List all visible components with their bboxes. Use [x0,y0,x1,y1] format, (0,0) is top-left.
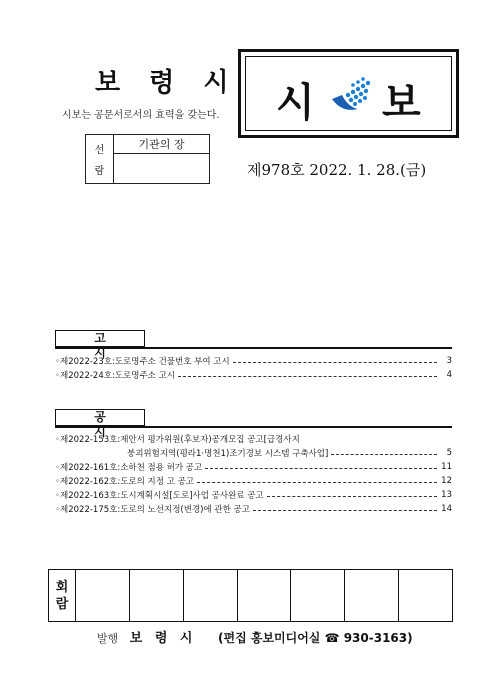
leader-line [253,510,437,511]
leader-line [267,496,437,497]
leader-line [331,454,437,455]
editor-contact: (편집 홍보미디어실 ☎ 930-3163) [218,631,413,645]
gazette-logo-box [238,49,459,138]
toc-entry-page: 13 [441,490,452,500]
toc-entry-text: 붕괴위험지역(평라1·명천1)조기경보 시스템 구축사업] [127,449,329,459]
circulation-label [49,570,76,622]
circulation-box [48,569,453,622]
publisher-name: 보 령 시 [129,631,197,646]
leader-line [178,376,437,377]
section-announcement-title: 공 시 [55,409,145,426]
section-announcement [55,409,452,516]
toc-entry-text: ◦제2022-24호:도로명주소 고시 [55,371,175,381]
issue-number-date: 제978호 2022. 1. 28.(금) [247,161,427,179]
circulation-label-bottom: 람 [55,596,69,612]
circulation-cell [399,570,453,622]
circulation-cell [129,570,183,622]
toc-entry-text: ◦제2022-23호:도로명주소 건물번호 부여 고시 [55,357,230,367]
toc-entry[interactable] [55,488,452,502]
toc-entry[interactable] [55,432,452,446]
boryeong-emblem-icon [328,73,374,119]
toc-entry-continued[interactable] [55,446,452,460]
toc-entry-text: ◦제2022-153호:제안서 평가위원(후보자)공개모집 공고[급경사지 [55,435,300,445]
circulation-cell [76,570,130,622]
toc-entry-page: 4 [446,370,452,380]
logo-char-left: 시 [276,80,315,126]
toc-entry[interactable] [55,460,452,474]
toc-entry[interactable] [55,502,452,516]
toc-entry-page: 5 [446,448,452,458]
toc-entry[interactable] [55,474,452,488]
toc-entry[interactable] [55,354,452,368]
toc-entry-text: ◦제2022-175호:도로의 노선지정(변경)에 관한 공고 [55,505,250,515]
review-label-bottom: 람 [94,166,105,177]
publisher-line [97,627,413,646]
section-notice [55,330,452,382]
review-sign-cell [114,154,210,184]
section-notice-title: 고 시 [55,330,145,347]
circulation-cell [291,570,345,622]
gazette-logo-inner-frame [245,56,452,131]
review-head-cell: 기관의 장 [114,135,210,154]
circulation-cell [345,570,399,622]
toc-entry-text: ◦제2022-162호:도로의 지정 고 공고 [55,477,195,487]
toc-entry-page: 3 [446,356,452,366]
toc-entry-page: 11 [441,462,452,472]
circulation-cell [183,570,237,622]
circulation-cell [237,570,291,622]
logo-char-right: 보 [382,80,421,126]
toc-entry[interactable] [55,368,452,382]
toc-entry-text: ◦제2022-161호:소하천 점용 허가 공고 [55,463,203,473]
toc-entry-page: 12 [441,476,452,486]
city-title: 보 령 시 [95,68,239,98]
leader-line [197,482,437,483]
leader-line [233,362,437,363]
toc-entry-page: 14 [441,504,452,514]
circulation-label-top: 회 [55,579,69,595]
publisher-label: 발행 [97,632,119,645]
leader-line [205,468,437,469]
review-box [85,134,210,184]
review-label-top: 선 [94,145,105,156]
toc-entry-text: ◦제2022-163호:도시계획시설[도로]사업 공사완료 공고 [55,491,264,501]
review-label [86,135,114,184]
city-description: 시보는 공문서로서의 효력을 갖는다. [62,110,220,121]
